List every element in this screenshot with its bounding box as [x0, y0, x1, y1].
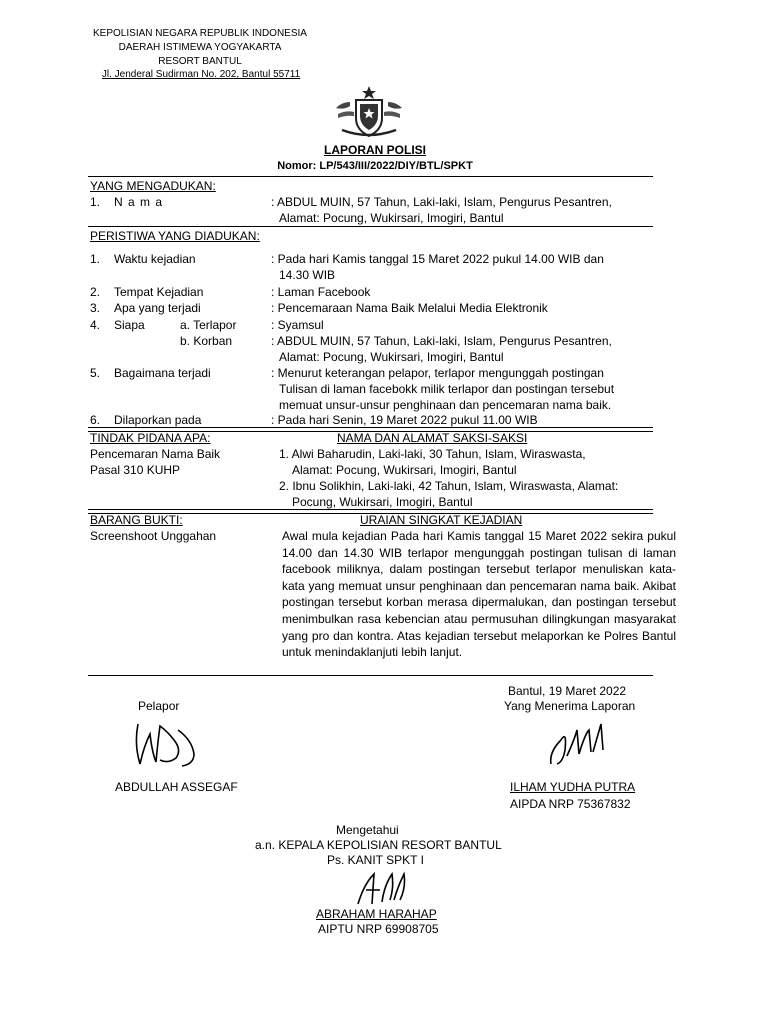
incident-num: 6.	[90, 413, 101, 427]
incident-value: : Syamsul	[271, 318, 324, 332]
incident-value-cont: memuat unsur-unsur penghinaan dan pencemaran nama baik.	[279, 398, 612, 412]
incident-sublabel: a. Terlapor	[180, 318, 237, 332]
resort-name: RESORT BANTUL	[158, 56, 242, 67]
title-rule	[88, 176, 653, 177]
signature-icon	[545, 720, 615, 770]
reporter-name: ABDULLAH ASSEGAF	[115, 780, 238, 794]
ack-name: ABRAHAM HARAHAP	[316, 907, 437, 921]
evidence-section-label: BARANG BUKTI:	[90, 513, 183, 527]
incident-num: 4.	[90, 318, 101, 332]
incident-num: 1.	[90, 252, 101, 266]
incident-label: Siapa	[114, 318, 145, 332]
crime-article: Pasal 310 KUHP	[90, 463, 181, 477]
receiver-label: Yang Menerima Laporan	[504, 699, 636, 713]
witness-1-address: Alamat: Pocung, Wukirsari, Imogiri, Bantul	[292, 463, 517, 477]
receiver-rank: AIPDA NRP 75367832	[510, 797, 631, 811]
crime-type: Pencemaran Nama Baik	[90, 447, 221, 461]
place-date: Bantul, 19 Maret 2022	[508, 684, 627, 698]
incident-value-cont: Tulisan di laman facebokk milik terlapor dan postingan tersebut	[279, 382, 615, 396]
signature-icon	[130, 718, 202, 774]
incident-value: : Pada hari Kamis tanggal 15 Maret 2022 pukul 14.00 WIB dan	[271, 252, 604, 266]
section-rule	[88, 226, 653, 227]
complainant-name-label: N a m a	[114, 195, 164, 209]
incident-value: : Menurut keterangan pelapor, terlapor mengunggah postingan	[271, 366, 604, 380]
complainant-value: : ABDUL MUIN, 57 Tahun, Laki-laki, Islam, Pengurus Pesantren,	[271, 195, 612, 209]
report-number: Nomor: LP/543/III/2022/DIY/BTL/SPKT	[277, 160, 473, 172]
agency-name: KEPOLISIAN NEGARA REPUBLIK INDONESIA	[93, 28, 307, 39]
incident-num: 2.	[90, 285, 101, 299]
incident-section-label: PERISTIWA YANG DIADUKAN:	[90, 229, 260, 243]
evidence-item: Screenshoot Unggahan	[90, 529, 217, 543]
ack-subtitle: Ps. KANIT SPKT I	[327, 853, 424, 867]
incident-label: Waktu kejadian	[114, 252, 196, 266]
crime-section-label: TINDAK PIDANA APA:	[90, 431, 211, 445]
witness-section-label: NAMA DAN ALAMAT SAKSI-SAKSI	[337, 431, 528, 445]
witness-2: 2. Ibnu Solikhin, Laki-laki, 42 Tahun, Islam, Wiraswasta, Alamat:	[279, 479, 619, 493]
incident-label: Apa yang terjadi	[114, 301, 201, 315]
incident-label: Dilaporkan pada	[114, 413, 202, 427]
incident-label: Tempat Kejadian	[114, 285, 204, 299]
incident-sublabel: b. Korban	[180, 334, 233, 348]
page-title: LAPORAN POLISI	[323, 143, 426, 157]
incident-value-cont: 14.30 WIB	[279, 268, 336, 282]
witness-1: 1. Alwi Baharudin, Laki-laki, 30 Tahun, Islam, Wiraswasta,	[279, 447, 586, 461]
incident-value: : Pencemaraan Nama Baik Melalui Media Elektronik	[271, 301, 548, 315]
section-rule	[88, 675, 653, 676]
police-emblem-icon	[330, 84, 408, 142]
receiver-name: ILHAM YUDHA PUTRA	[510, 780, 636, 794]
agency-address: Jl. Jenderal Sudirman No. 202, Bantul 55711	[101, 69, 301, 80]
incident-value: : ABDUL MUIN, 57 Tahun, Laki-laki, Islam, Pengurus Pesantren,	[271, 334, 612, 348]
ack-label: Mengetahui	[336, 823, 399, 837]
ack-rank: AIPTU NRP 69908705	[318, 922, 439, 936]
region-name: DAERAH ISTIMEWA YOGYAKARTA	[118, 42, 282, 53]
complainant-num: 1.	[90, 195, 101, 209]
incident-num: 5.	[90, 366, 101, 380]
incident-value: : Pada hari Senin, 19 Maret 2022 pukul 11.00 WIB	[271, 413, 538, 427]
chronology-section-label: URAIAN SINGKAT KEJADIAN	[360, 513, 523, 527]
witness-2-address: Pocung, Wukirsari, Imogiri, Bantul	[292, 495, 473, 509]
complainant-address: Alamat: Pocung, Wukirsari, Imogiri, Bantul	[279, 211, 504, 225]
complainant-section-label: YANG MENGADUKAN:	[90, 179, 216, 193]
incident-value-cont: Alamat: Pocung, Wukirsari, Imogiri, Bantul	[279, 350, 504, 364]
signature-icon	[352, 868, 412, 908]
ack-title: a.n. KEPALA KEPOLISIAN RESORT BANTUL	[255, 838, 502, 852]
incident-value: : Laman Facebook	[271, 285, 371, 299]
reporter-label: Pelapor	[138, 699, 180, 713]
incident-num: 3.	[90, 301, 101, 315]
chronology-text: Awal mula kejadian Pada hari Kamis tanggal 15 Maret 2022 sekira pukul 14.00 dan 14.30 WIB terlapor mengunggah postingan tulisan di laman facebook miliknya, dalam postingan tersebut terlapor menuliskan kata-kata yang memuat unsur penghinaan dan pencemaran nama baik. Akibat postingan tersebut korban merasa dipermalukan, dan postingan tersebut menimbulkan rasa kebencian atau permusuhan dilingkungan masyarakat yang pro dan kontra. Atas kejadian tersebut melaporkan ke Polres Bantul untuk menindaklanjuti lebih lanjut.	[282, 529, 676, 660]
incident-label: Bagaimana terjadi	[114, 366, 211, 380]
